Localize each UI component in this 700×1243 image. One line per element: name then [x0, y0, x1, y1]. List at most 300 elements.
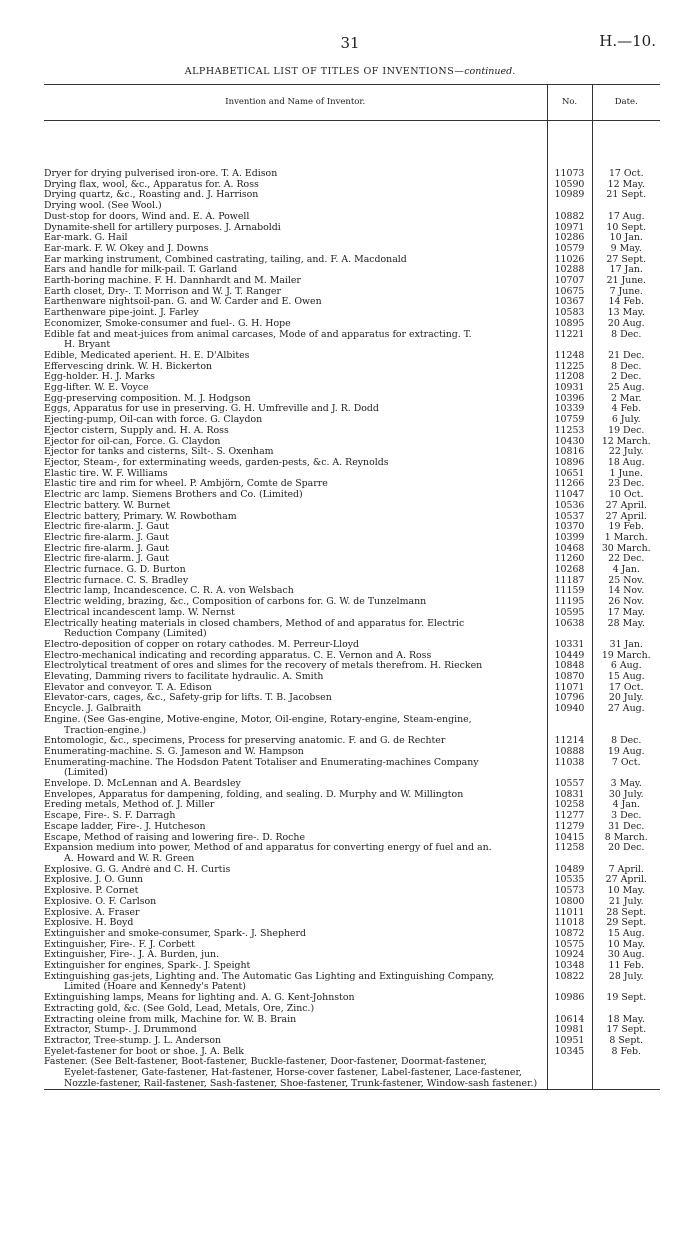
patent-number	[547, 1057, 592, 1090]
patent-number: 10367	[547, 297, 592, 308]
invention-cell	[44, 297, 547, 308]
table-row	[44, 212, 660, 223]
patent-number: 10638	[547, 619, 592, 640]
patent-date: 22 July.	[592, 447, 660, 458]
patent-number: 10268	[547, 565, 592, 576]
patent-date: 19 Dec.	[592, 426, 660, 437]
invention-cell	[44, 843, 547, 864]
invention-cell	[44, 437, 547, 448]
invention-title-continued: A. Howard and W. R. Green	[64, 853, 195, 864]
patent-date: 8 Dec.	[592, 362, 660, 373]
patent-number: 10870	[547, 672, 592, 683]
patent-number: 10468	[547, 544, 592, 555]
invention-cell	[44, 255, 547, 266]
patent-number: 10940	[547, 704, 592, 715]
invention-cell	[44, 308, 547, 319]
patent-number: 11011	[547, 908, 592, 919]
table-row	[44, 758, 660, 779]
patent-date: 18 May.	[592, 1015, 660, 1026]
invention-cell	[44, 394, 547, 405]
table-row	[44, 1004, 660, 1015]
patent-number: 11221	[547, 330, 592, 351]
invention-cell	[44, 512, 547, 523]
patent-number: 11071	[547, 683, 592, 694]
invention-title: Entomologic, &c., specimens, Process for preserving anatomic. F. and G. de Rechter	[44, 736, 446, 747]
invention-cell	[44, 640, 547, 651]
invention-title: Ears and handle for milk-pail. T. Garland	[44, 265, 238, 276]
patent-date: 11 Feb.	[592, 961, 660, 972]
patent-date: 31 Jan.	[592, 640, 660, 651]
patent-date: 17 Sept.	[592, 1025, 660, 1036]
patent-number: 11279	[547, 822, 592, 833]
invention-cell	[44, 533, 547, 544]
patent-number: 10286	[547, 233, 592, 244]
patent-number: 10924	[547, 950, 592, 961]
patent-date: 29 Sept.	[592, 918, 660, 929]
invention-cell	[44, 683, 547, 694]
invention-cell	[44, 458, 547, 469]
invention-cell	[44, 576, 547, 587]
patent-date: 15 Aug.	[592, 672, 660, 683]
patent-date: 19 March.	[592, 651, 660, 662]
invention-title: Ear marking instrument, Combined castrating, tailing, and. F. A. Macdonald	[44, 254, 407, 265]
patent-date: 10 May.	[592, 886, 660, 897]
table-row	[44, 1057, 660, 1090]
invention-cell	[44, 661, 547, 672]
patent-number: 10345	[547, 1047, 592, 1058]
patent-date: 17 Oct.	[592, 169, 660, 180]
invention-title: Explosive. A. Fraser	[44, 907, 140, 918]
patent-number: 11248	[547, 351, 592, 362]
invention-title: Electric fire-alarm. J. Gaut	[44, 554, 169, 565]
invention-cell	[44, 597, 547, 608]
invention-title-continued: Traction-engine.)	[64, 724, 146, 736]
patent-date: 21 June.	[592, 276, 660, 287]
patent-date: 27 April.	[592, 501, 660, 512]
invention-title: Electric fire-alarm. J. Gaut	[44, 532, 169, 543]
patent-number: 10339	[547, 404, 592, 415]
invention-title: Electric furnace. C. S. Bradley	[44, 575, 189, 586]
page-number: 31	[340, 34, 360, 52]
invention-cell	[44, 212, 547, 223]
invention-cell	[44, 940, 547, 951]
patent-date: 27 April.	[592, 875, 660, 886]
invention-cell	[44, 287, 547, 298]
patent-date: 21 Dec.	[592, 351, 660, 362]
invention-cell	[44, 330, 547, 351]
inventions-table	[44, 84, 660, 1090]
patent-number: 10831	[547, 790, 592, 801]
invention-title: Electric arc lamp. Siemens Brothers and Co. (Limited)	[44, 490, 303, 501]
patent-date: 8 Sept.	[592, 1036, 660, 1047]
patent-number: 10430	[547, 437, 592, 448]
patent-date	[592, 1057, 660, 1090]
patent-number: 11038	[547, 758, 592, 779]
invention-cell	[44, 490, 547, 501]
table-row	[44, 822, 660, 833]
invention-title: Escape ladder, Fire-. J. Hutcheson	[44, 821, 206, 832]
invention-title: Dryer for drying pulverised iron-ore. T. A. Edison	[44, 169, 278, 179]
invention-cell	[44, 715, 547, 736]
invention-title: Elevator and conveyor. T. A. Edison	[44, 682, 212, 693]
patent-number: 11047	[547, 490, 592, 501]
invention-title: Ejector cistern, Supply and. H. A. Ross	[44, 425, 229, 436]
invention-cell	[44, 972, 547, 993]
invention-title: Explosive. O. F. Carlson	[44, 896, 157, 907]
invention-cell	[44, 1057, 547, 1090]
patent-date: 13 May.	[592, 308, 660, 319]
invention-title: Dust-stop for doors, Wind and. E. A. Powell	[44, 211, 250, 222]
invention-title: Earthenware pipe-joint. J. Farley	[44, 308, 199, 319]
invention-title: Eggs, Apparatus for use in preserving. G. H. Umfreville and J. R. Dodd	[44, 404, 379, 415]
patent-number: 10816	[547, 447, 592, 458]
invention-title: Extinguisher, Fire-. J. A. Burden, jun.	[44, 950, 220, 961]
table-row	[44, 330, 660, 351]
patent-date: 12 May.	[592, 180, 660, 191]
patent-number: 11253	[547, 426, 592, 437]
patent-date: 4 Feb.	[592, 404, 660, 415]
invention-cell	[44, 1047, 547, 1058]
patent-number: 10573	[547, 886, 592, 897]
invention-cell	[44, 319, 547, 330]
invention-title: Drying wool. (See Wool.)	[44, 201, 162, 212]
invention-title: Ear-mark. F. W. Okey and J. Downs	[44, 243, 209, 254]
invention-title: Electrical incandescent lamp. W. Nernst	[44, 607, 235, 618]
table-header	[44, 85, 660, 121]
patent-date: 10 May.	[592, 940, 660, 951]
invention-cell	[44, 747, 547, 758]
patent-number: 10331	[547, 640, 592, 651]
patent-number: 10888	[547, 747, 592, 758]
patent-date: 23 Dec.	[592, 479, 660, 490]
patent-number: 11225	[547, 362, 592, 373]
patent-number: 10931	[547, 383, 592, 394]
invention-title: Elastic tire. W. F. Williams	[44, 468, 168, 479]
patent-date: 21 July.	[592, 897, 660, 908]
patent-number: 11260	[547, 554, 592, 565]
patent-number: 10896	[547, 458, 592, 469]
table-row	[44, 1047, 660, 1058]
invention-cell	[44, 865, 547, 876]
patent-number: 10535	[547, 875, 592, 886]
table-row	[44, 993, 660, 1004]
patent-date: 9 May.	[592, 244, 660, 255]
invention-title: Elevating, Damming rivers to facilitate hydraulic. A. Smith	[44, 672, 324, 683]
patent-number: 10895	[547, 319, 592, 330]
invention-cell	[44, 833, 547, 844]
invention-title: Electrolytical treatment of ores and slimes for the recovery of metals therefrom. H. Riecken	[44, 661, 483, 672]
invention-title: Electric lamp, Incandescence. C. R. A. von Welsbach	[44, 586, 294, 597]
invention-cell	[44, 479, 547, 490]
invention-title: Extractor, Tree-stump. J. L. Anderson	[44, 1035, 222, 1046]
patent-date: 2 Mar.	[592, 394, 660, 405]
invention-title: Explosive. G. G. André and C. H. Curtis	[44, 864, 231, 875]
invention-cell	[44, 244, 547, 255]
patent-number: 10614	[547, 1015, 592, 1026]
invention-title: Extracting oleine from milk, Machine for. W. B. Brain	[44, 1014, 297, 1025]
invention-title: Extinguishing gas-jets, Lighting and. The Automatic Gas Lighting and Extinguishing Company,	[44, 971, 495, 982]
invention-title: Egg-preserving composition. M. J. Hodgson	[44, 393, 251, 404]
invention-title: Electrically heating materials in closed chambers, Method of and apparatus for. Electric	[44, 618, 465, 629]
patent-date: 26 Nov.	[592, 597, 660, 608]
patent-date: 19 Sept.	[592, 993, 660, 1004]
patent-date	[592, 715, 660, 736]
patent-number: 10557	[547, 779, 592, 790]
patent-number: 10258	[547, 800, 592, 811]
invention-cell	[44, 1004, 547, 1015]
invention-title: Enumerating-machine. S. G. Jameson and W. Hampson	[44, 746, 304, 757]
patent-date: 28 Sept.	[592, 908, 660, 919]
patent-number: 10536	[547, 501, 592, 512]
invention-title: Electric furnace. G. D. Burton	[44, 565, 186, 576]
patent-date: 6 July.	[592, 415, 660, 426]
invention-title: Elastic tire and rim for wheel. P. Ambjörn, Comte de Sparre	[44, 479, 328, 490]
invention-title: Dynamite-shell for artillery purposes. J. Arnaboldi	[44, 222, 281, 233]
invention-cell	[44, 362, 547, 373]
patent-date: 30 July.	[592, 790, 660, 801]
invention-title: Earth-boring machine. F. H. Dannhardt and M. Mailer	[44, 276, 301, 287]
table-row	[44, 501, 660, 512]
invention-cell	[44, 351, 547, 362]
invention-cell	[44, 265, 547, 276]
patent-date: 19 Aug.	[592, 747, 660, 758]
invention-title: Escape, Fire-. S. F. Darragh	[44, 811, 176, 822]
patent-date: 3 May.	[592, 779, 660, 790]
table-row	[44, 843, 660, 864]
invention-title: Drying flax, wool, &c., Apparatus for. A. Ross	[44, 179, 259, 190]
patent-date: 19 Feb.	[592, 522, 660, 533]
invention-cell	[44, 169, 547, 180]
invention-cell	[44, 233, 547, 244]
table-row	[44, 608, 660, 619]
invention-cell	[44, 758, 547, 779]
invention-cell	[44, 704, 547, 715]
patent-number: 10800	[547, 897, 592, 908]
patent-number: 11026	[547, 255, 592, 266]
invention-title: Elevator-cars, cages, &c., Safety-grip for lifts. T. B. Jacobsen	[44, 693, 332, 704]
invention-cell	[44, 693, 547, 704]
invention-title: Electric welding, brazing, &c., Composition of carbons for. G. W. de Tunzelmann	[44, 597, 427, 608]
patent-date: 20 Aug.	[592, 319, 660, 330]
invention-title-continued: (Limited)	[64, 767, 108, 779]
invention-title: Envelope. D. McLennan and A. Beardsley	[44, 779, 241, 790]
patent-date: 14 Feb.	[592, 297, 660, 308]
patent-number: 11214	[547, 736, 592, 747]
patent-number: 11187	[547, 576, 592, 587]
patent-number: 10579	[547, 244, 592, 255]
invention-cell	[44, 554, 547, 565]
table-row	[44, 533, 660, 544]
patent-date: 15 Aug.	[592, 929, 660, 940]
patent-number	[547, 715, 592, 736]
table-row	[44, 619, 660, 640]
invention-cell	[44, 426, 547, 437]
invention-cell	[44, 190, 547, 201]
patent-number: 10707	[547, 276, 592, 287]
patent-number: 10288	[547, 265, 592, 276]
series-code: H.—10.	[599, 32, 656, 50]
invention-title: Effervescing drink. W. H. Bickerton	[44, 361, 213, 372]
invention-cell	[44, 908, 547, 919]
header-invention: Invention and Name of Inventor.	[44, 85, 547, 121]
invention-title: Ejector for tanks and cisterns, Silt-. S. Oxenham	[44, 447, 274, 458]
invention-cell	[44, 1015, 547, 1026]
patent-date: 28 May.	[592, 619, 660, 640]
patent-number: 10399	[547, 533, 592, 544]
invention-cell	[44, 415, 547, 426]
patent-date: 2 Dec.	[592, 372, 660, 383]
invention-title: Drying quartz, &c., Roasting and. J. Harrison	[44, 190, 259, 201]
invention-title: Eyelet-fastener for boot or shoe. J. A. Belk	[44, 1046, 244, 1057]
patent-date: 4 Jan.	[592, 800, 660, 811]
invention-title: Enumerating-machine. The Hodsdon Patent Totaliser and Enumerating-machines Company	[44, 757, 479, 768]
invention-title: Ereding metals, Method of. J. Miller	[44, 800, 215, 811]
patent-date: 20 July.	[592, 693, 660, 704]
invention-title: Electro-deposition of copper on rotary cathodes. M. Perreur-Lloyd	[44, 639, 360, 650]
invention-title-continued: Limited (Hoare and Kennedy's Patent)	[64, 981, 246, 993]
invention-title: Electric fire-alarm. J. Gaut	[44, 543, 169, 554]
invention-cell	[44, 586, 547, 597]
patent-number: 10989	[547, 190, 592, 201]
patent-date: 6 Aug.	[592, 661, 660, 672]
invention-title: Ejector for oil-can, Force. G. Claydon	[44, 436, 221, 447]
patent-date: 4 Jan.	[592, 565, 660, 576]
patent-number: 10882	[547, 212, 592, 223]
invention-cell	[44, 522, 547, 533]
invention-title: Edible, Medicated aperient. H. E. D'Albites	[44, 350, 250, 361]
invention-cell	[44, 886, 547, 897]
patent-date: 12 March.	[592, 437, 660, 448]
invention-cell	[44, 565, 547, 576]
title-text: ALPHABETICAL LIST OF TITLES OF INVENTIONS—	[184, 66, 465, 77]
invention-title: Egg-lifter. W. E. Voyce	[44, 383, 149, 394]
patent-number: 10583	[547, 308, 592, 319]
invention-title: Extinguishing lamps, Means for lighting and. A. G. Kent-Johnston	[44, 993, 355, 1004]
header-date: Date.	[592, 85, 660, 121]
invention-title: Extractor, Stump-. J. Drummond	[44, 1025, 197, 1036]
patent-number	[547, 1004, 592, 1015]
invention-cell	[44, 383, 547, 394]
invention-title: Economizer, Smoke-consumer and fuel-. G. H. Hope	[44, 318, 291, 329]
header-spacer	[44, 121, 660, 170]
patent-number: 10951	[547, 1036, 592, 1047]
patent-date: 8 Dec.	[592, 736, 660, 747]
invention-cell	[44, 993, 547, 1004]
patent-number: 11258	[547, 843, 592, 864]
invention-cell	[44, 918, 547, 929]
patent-number: 10415	[547, 833, 592, 844]
patent-date: 7 April.	[592, 865, 660, 876]
invention-cell	[44, 779, 547, 790]
invention-cell	[44, 897, 547, 908]
patent-number: 11159	[547, 586, 592, 597]
patent-number: 11277	[547, 811, 592, 822]
patent-number: 10575	[547, 940, 592, 951]
invention-title: Electric battery. W. Burnet	[44, 500, 170, 511]
invention-cell	[44, 811, 547, 822]
patent-date: 27 Sept.	[592, 255, 660, 266]
invention-title: Encycle. J. Galbraith	[44, 704, 142, 715]
invention-cell	[44, 950, 547, 961]
patent-date: 28 July.	[592, 972, 660, 993]
header-number: No.	[547, 85, 592, 121]
table-row	[44, 972, 660, 993]
invention-cell	[44, 1036, 547, 1047]
table-row	[44, 704, 660, 715]
invention-title: Ear-mark. G. Hail	[44, 233, 128, 244]
patent-number: 10449	[547, 651, 592, 662]
patent-date: 22 Dec.	[592, 554, 660, 565]
invention-title: Electric battery, Primary. W. Rowbotham	[44, 511, 237, 522]
invention-cell	[44, 180, 547, 191]
patent-date: 21 Sept.	[592, 190, 660, 201]
patent-number: 10396	[547, 394, 592, 405]
patent-number: 10537	[547, 512, 592, 523]
patent-date: 1 June.	[592, 469, 660, 480]
invention-cell	[44, 672, 547, 683]
patent-number: 10848	[547, 661, 592, 672]
patent-date: 17 Aug.	[592, 212, 660, 223]
invention-title-continued: H. Bryant	[64, 339, 111, 351]
invention-cell	[44, 544, 547, 555]
patent-date: 25 Aug.	[592, 383, 660, 394]
invention-cell	[44, 736, 547, 747]
patent-number: 11073	[547, 169, 592, 180]
patent-date	[592, 1004, 660, 1015]
invention-cell	[44, 404, 547, 415]
table-row	[44, 319, 660, 330]
invention-cell	[44, 501, 547, 512]
invention-title: Electro-mechanical indicating and recording apparatus. C. E. Vernon and A. Ross	[44, 650, 432, 661]
patent-date: 27 Aug.	[592, 704, 660, 715]
patent-number: 11195	[547, 597, 592, 608]
patent-number: 10796	[547, 693, 592, 704]
invention-cell	[44, 800, 547, 811]
table-row	[44, 426, 660, 437]
invention-title: Extinguisher and smoke-consumer, Spark-. J. Shepherd	[44, 928, 307, 939]
invention-title: Earthenware nightsoil-pan. G. and W. Carder and E. Owen	[44, 297, 322, 308]
patent-date: 10 Sept.	[592, 223, 660, 234]
patent-number: 11266	[547, 479, 592, 490]
table-row	[44, 715, 660, 736]
invention-title: Explosive. J. O. Gunn	[44, 875, 144, 886]
invention-cell	[44, 201, 547, 212]
invention-cell	[44, 875, 547, 886]
invention-cell	[44, 1025, 547, 1036]
patent-date: 17 Oct.	[592, 683, 660, 694]
patent-date: 10 Oct.	[592, 490, 660, 501]
patent-date: 3 Dec.	[592, 811, 660, 822]
invention-cell	[44, 372, 547, 383]
patent-number: 10651	[547, 469, 592, 480]
patent-number: 10759	[547, 415, 592, 426]
patent-number: 10370	[547, 522, 592, 533]
invention-cell	[44, 790, 547, 801]
patent-date: 8 March.	[592, 833, 660, 844]
invention-title: Extracting gold, &c. (See Gold, Lead, Metals, Ore, Zinc.)	[44, 1003, 315, 1014]
invention-title: Expansion medium into power, Method of and apparatus for converting energy of fuel and an.	[44, 843, 492, 854]
invention-cell	[44, 822, 547, 833]
patent-number: 10981	[547, 1025, 592, 1036]
invention-title: Ejector, Steam-, for exterminating weeds, garden-pests, &c. A. Reynolds	[44, 457, 389, 468]
patent-date: 17 Jan.	[592, 265, 660, 276]
patent-number: 10675	[547, 287, 592, 298]
patent-date: 20 Dec.	[592, 843, 660, 864]
patent-number: 10595	[547, 608, 592, 619]
patent-number: 11208	[547, 372, 592, 383]
invention-title: Ejecting-pump, Oil-can with force. G. Claydon	[44, 415, 263, 426]
invention-title: Extinguisher, Fire-. F. J. Corbett	[44, 939, 195, 950]
